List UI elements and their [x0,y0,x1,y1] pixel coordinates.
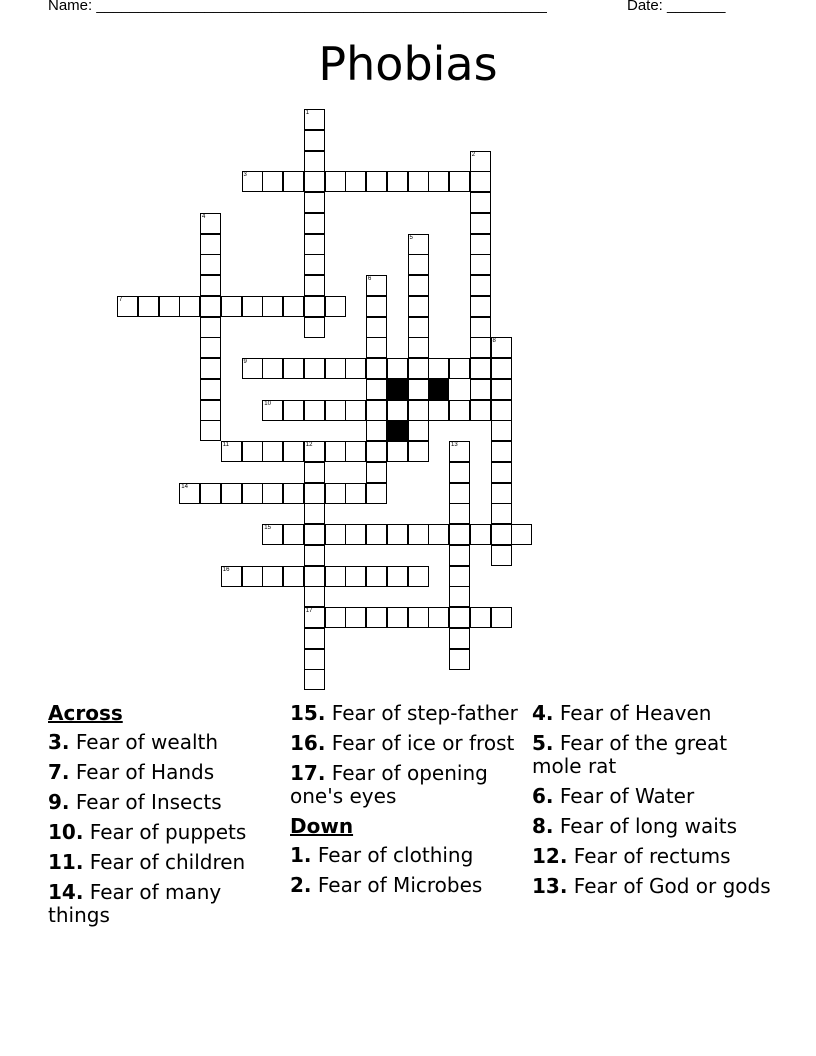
grid-cell[interactable] [304,649,325,670]
grid-cell[interactable] [491,441,512,462]
grid-cell[interactable] [200,337,221,358]
grid-cell[interactable] [491,545,512,566]
grid-cell[interactable] [470,317,491,338]
grid-cell[interactable] [262,358,283,379]
grid-cell[interactable] [366,400,387,421]
grid-cell[interactable] [325,400,346,421]
grid-cell[interactable] [262,483,283,504]
grid-cell[interactable] [366,171,387,192]
grid-cell[interactable] [449,171,470,192]
grid-cell[interactable] [366,483,387,504]
grid-cell[interactable] [345,358,366,379]
grid-cell[interactable] [449,524,470,545]
grid-cell[interactable] [304,400,325,421]
grid-cell[interactable] [200,400,221,421]
grid-cell[interactable] [491,607,512,628]
grid-cell[interactable] [325,566,346,587]
grid-cell[interactable] [221,441,242,462]
clues-column-2 [290,702,520,904]
grid-cell[interactable] [345,524,366,545]
grid-cell[interactable] [491,379,512,400]
clue-across-3: 3. Fear of wealth [48,730,219,754]
grid-cell[interactable] [242,171,263,192]
grid-cell[interactable] [304,462,325,483]
grid-cell[interactable] [304,358,325,379]
grid-cell[interactable] [408,275,429,296]
clue-across-14: 14. Fear of many things [48,880,222,927]
grid-cell[interactable] [304,586,325,607]
grid-cell[interactable] [470,151,491,172]
grid-cell[interactable] [408,400,429,421]
grid-cell[interactable] [283,358,304,379]
clues-column-3 [532,702,772,905]
grid-cell[interactable] [345,441,366,462]
grid-cell[interactable] [325,441,346,462]
grid-cell[interactable] [262,441,283,462]
grid-cell[interactable] [221,566,242,587]
grid-cell[interactable] [408,441,429,462]
grid-cell[interactable] [304,566,325,587]
grid-cell[interactable] [449,628,470,649]
grid-block-cell [428,379,449,400]
grid-cell[interactable] [470,275,491,296]
grid-cell[interactable] [304,296,325,317]
grid-cell[interactable] [470,524,491,545]
grid-cell[interactable] [304,130,325,151]
cell-number: 2 [471,151,476,158]
grid-cell[interactable] [387,400,408,421]
grid-cell[interactable] [428,607,449,628]
grid-cell[interactable] [366,275,387,296]
grid-cell[interactable] [470,607,491,628]
grid-cell[interactable] [345,566,366,587]
grid-cell[interactable] [470,358,491,379]
grid-cell[interactable] [242,483,263,504]
cell-number: 13 [451,442,458,448]
grid-cell[interactable] [449,358,470,379]
grid-cell[interactable] [449,503,470,524]
down-heading: Down [290,814,354,838]
cell-number: 15 [264,525,271,531]
grid-cell[interactable] [366,462,387,483]
clue-down-5: 5. Fear of the great mole rat [532,731,728,778]
grid-cell[interactable] [408,524,429,545]
grid-cell[interactable] [179,483,200,504]
grid-cell[interactable] [325,358,346,379]
grid-cell[interactable] [304,317,325,338]
cell-number: 17 [305,608,313,614]
grid-cell[interactable] [304,545,325,566]
grid-cell[interactable] [262,566,283,587]
grid-cell[interactable] [387,441,408,462]
grid-cell[interactable] [200,483,221,504]
grid-cell[interactable] [449,586,470,607]
grid-cell[interactable] [304,213,325,234]
grid-cell[interactable] [408,317,429,338]
grid-cell[interactable] [470,254,491,275]
grid-cell[interactable] [283,400,304,421]
clue-down-13: 13. Fear of God or gods [532,874,771,898]
grid-cell[interactable] [366,358,387,379]
grid-cell[interactable] [304,151,325,172]
grid-cell[interactable] [366,420,387,441]
grid-cell[interactable] [200,379,221,400]
grid-cell[interactable] [304,628,325,649]
grid-cell[interactable] [449,441,470,462]
grid-cell[interactable] [408,296,429,317]
clue-down-8: 8. Fear of long waits [532,814,738,838]
grid-cell[interactable] [345,171,366,192]
cell-number: 7 [119,296,123,303]
clue-across-11: 11. Fear of children [48,850,246,874]
across-heading: Across [48,701,123,725]
grid-cell[interactable] [491,524,512,545]
grid-cell[interactable] [262,171,283,192]
grid-cell[interactable] [325,171,346,192]
grid-cell[interactable] [304,441,325,462]
grid-cell[interactable] [325,524,346,545]
grid-cell[interactable] [304,669,325,690]
page-title: Phobias [318,37,498,91]
grid-cell[interactable] [408,358,429,379]
grid-cell[interactable] [366,524,387,545]
grid-cell[interactable] [491,483,512,504]
grid-cell[interactable] [117,296,138,317]
cell-number: 11 [222,442,229,448]
grid-cell[interactable] [449,462,470,483]
grid-cell[interactable] [491,462,512,483]
date-field-label: Date: _______ [627,0,726,14]
grid-cell[interactable] [200,275,221,296]
grid-cell[interactable] [366,441,387,462]
grid-cell[interactable] [262,524,283,545]
grid-cell[interactable] [366,296,387,317]
grid-cell[interactable] [325,483,346,504]
cell-number: 14 [181,483,188,490]
clue-across-10: 10. Fear of puppets [48,820,247,844]
grid-cell[interactable] [491,400,512,421]
grid-cell[interactable] [470,337,491,358]
clue-down-2: 2. Fear of Microbes [290,873,483,897]
grid-cell[interactable] [449,400,470,421]
grid-cell[interactable] [408,607,429,628]
clue-down-1: 1. Fear of clothing [290,843,474,867]
grid-cell[interactable] [387,171,408,192]
grid-cell[interactable] [283,171,304,192]
grid-cell[interactable] [325,296,346,317]
grid-cell[interactable] [138,296,159,317]
cell-number: 3 [243,172,247,179]
grid-cell[interactable] [304,109,325,130]
grid-cell[interactable] [200,234,221,255]
grid-cell[interactable] [449,566,470,587]
grid-cell[interactable] [470,379,491,400]
clue-across-9: 9. Fear of Insects [48,790,222,814]
grid-cell[interactable] [408,379,429,400]
grid-cell[interactable] [200,317,221,338]
grid-cell[interactable] [470,213,491,234]
grid-block-cell [387,379,408,400]
grid-cell[interactable] [283,483,304,504]
grid-cell[interactable] [200,358,221,379]
grid-cell[interactable] [408,171,429,192]
grid-cell[interactable] [345,607,366,628]
grid-cell[interactable] [304,524,325,545]
grid-cell[interactable] [304,192,325,213]
grid-cell[interactable] [470,234,491,255]
grid-cell[interactable] [449,545,470,566]
cell-number: 6 [368,276,372,282]
grid-cell[interactable] [428,524,449,545]
grid-cell[interactable] [262,400,283,421]
cell-number: 16 [222,566,230,573]
grid-cell[interactable] [304,483,325,504]
grid-cell[interactable] [470,192,491,213]
grid-cell[interactable] [304,234,325,255]
grid-cell[interactable] [470,171,491,192]
grid-cell[interactable] [387,524,408,545]
grid-cell[interactable] [304,171,325,192]
grid-cell[interactable] [200,213,221,234]
grid-cell[interactable] [470,400,491,421]
grid-cell[interactable] [491,420,512,441]
grid-cell[interactable] [491,358,512,379]
grid-cell[interactable] [408,420,429,441]
clue-down-6: 6. Fear of Water [532,784,695,808]
grid-cell[interactable] [428,400,449,421]
cell-number: 12 [305,442,313,448]
cell-number: 8 [492,338,496,345]
grid-cell[interactable] [408,337,429,358]
cell-number: 9 [243,359,247,365]
grid-cell[interactable] [304,254,325,275]
cell-number: 5 [409,234,413,241]
grid-cell[interactable] [470,296,491,317]
grid-cell[interactable] [366,379,387,400]
grid-cell[interactable] [366,337,387,358]
grid-cell[interactable] [408,566,429,587]
clues-column-1 [48,702,278,934]
grid-cell[interactable] [366,317,387,338]
clue-across-7: 7. Fear of Hands [48,760,215,784]
grid-cell[interactable] [387,607,408,628]
clue-across-15: 15. Fear of step-father [290,701,518,725]
grid-cell[interactable] [200,254,221,275]
grid-cell[interactable] [428,358,449,379]
grid-cell[interactable] [221,483,242,504]
grid-cell[interactable] [387,566,408,587]
grid-cell[interactable] [304,503,325,524]
cell-number: 10 [264,400,271,407]
grid-cell[interactable] [200,296,221,317]
grid-cell[interactable] [366,607,387,628]
clue-down-12: 12. Fear of rectums [532,844,731,868]
grid-cell[interactable] [304,607,325,628]
grid-cell[interactable] [304,275,325,296]
grid-cell[interactable] [221,296,242,317]
clue-across-16: 16. Fear of ice or frost [290,731,515,755]
grid-cell[interactable] [449,607,470,628]
cell-number: 1 [305,110,310,116]
grid-cell[interactable] [449,649,470,670]
name-field-label: Name: ______________________________________________________ [48,0,547,14]
grid-cell[interactable] [428,171,449,192]
grid-cell[interactable] [491,337,512,358]
grid-cell[interactable] [283,566,304,587]
grid-cell[interactable] [325,607,346,628]
clue-down-4: 4. Fear of Heaven [532,701,712,725]
grid-block-cell [387,420,408,441]
grid-cell[interactable] [200,420,221,441]
grid-cell[interactable] [511,524,532,545]
grid-cell[interactable] [179,296,200,317]
cell-number: 4 [202,213,206,220]
grid-cell[interactable] [387,358,408,379]
grid-cell[interactable] [283,441,304,462]
grid-cell[interactable] [242,296,263,317]
grid-cell[interactable] [283,296,304,317]
grid-cell[interactable] [159,296,180,317]
grid-cell[interactable] [491,503,512,524]
grid-cell[interactable] [345,400,366,421]
grid-cell[interactable] [262,296,283,317]
grid-cell[interactable] [242,441,263,462]
clue-across-17: 17. Fear of opening one's eyes [290,761,488,808]
grid-cell[interactable] [408,234,429,255]
grid-cell[interactable] [366,566,387,587]
grid-cell[interactable] [449,483,470,504]
grid-cell[interactable] [242,358,263,379]
grid-cell[interactable] [283,524,304,545]
grid-cell[interactable] [408,254,429,275]
grid-cell[interactable] [345,483,366,504]
grid-cell[interactable] [242,566,263,587]
